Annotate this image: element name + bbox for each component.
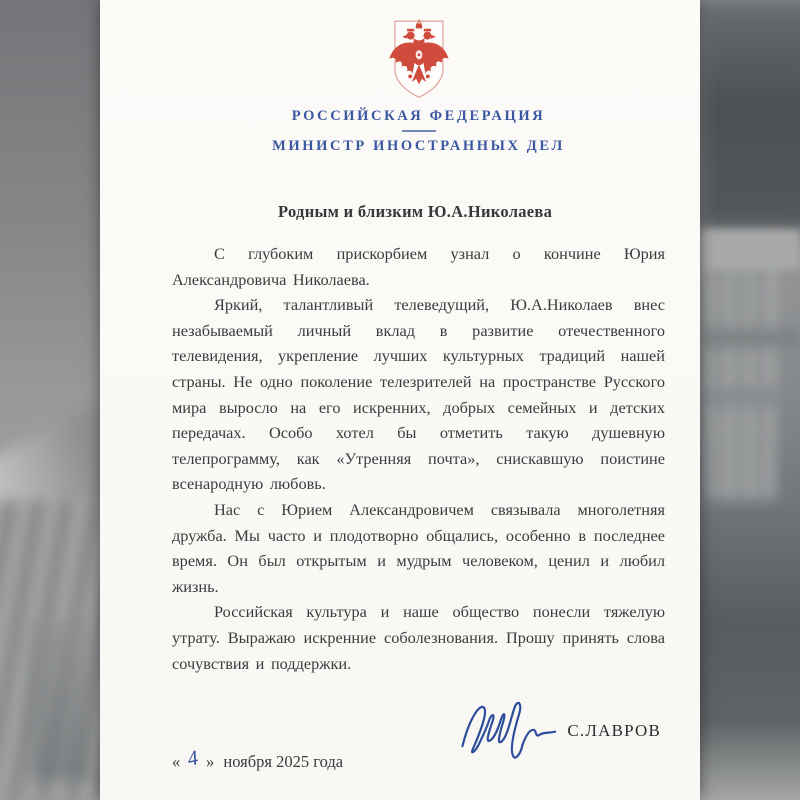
date-close-quote: » — [206, 752, 216, 771]
signatory-name: С.ЛАВРОВ — [567, 721, 661, 741]
date-line — [172, 745, 665, 773]
building-ledge-shape — [700, 390, 800, 404]
building-shadow-shape — [30, 620, 90, 780]
letterhead-title: МИНИСТР ИНОСТРАННЫХ ДЕЛ — [272, 138, 565, 154]
building-light-band-shape — [700, 230, 800, 270]
addressee-line: Родным и близким Ю.А.Николаева — [278, 202, 553, 221]
russian-coat-of-arms-icon — [376, 18, 462, 106]
building-dark-mass-shape — [700, 0, 800, 230]
background-photo-left — [0, 0, 100, 800]
letterhead-divider — [402, 130, 436, 132]
date-text: ноября 2025 года — [223, 752, 344, 771]
letter-page — [100, 0, 700, 800]
date-open-quote: « — [172, 752, 182, 771]
letter-content — [172, 18, 665, 764]
letter-body — [172, 241, 665, 676]
building-ledge-shape — [700, 330, 800, 346]
letterhead-country: РОССИЙСКАЯ ФЕДЕРАЦИЯ — [291, 108, 546, 124]
paragraph-3: Нас с Юрием Александровичем связывала многолетняя дружба. Мы часто и плодотворно общались, особенно в последнее время. Он был открытым и мудрым человеком, ценил и любил жизнь. — [172, 499, 665, 596]
background-photo-right — [700, 0, 800, 800]
paragraph-4: Российская культура и наше общество понесли тяжелую утрату. Выражаю искренние соболезнования. Прошу принять слова сочувствия и поддержки. — [172, 602, 665, 673]
date-day-handwritten: 4 — [185, 745, 201, 771]
paragraph-2: Яркий, талантливый телеведущий, Ю.А.Николаев внес незабываемый личный вклад в развитие отечественного телевидения, укрепление лучших культурных традиций нашей страны. Не одно поколение телезрителей на пространстве Русского мира выросло на его искренних, добрых семейных и детских передачах. Особо хотел бы отметить такую душевную телепрограмму, как «Утренняя почта», снискавшую поистине всенародную любовь. — [172, 295, 665, 494]
paragraph-1: С глубоким прискорбием узнал о кончине Юрия Александровича Николаева. — [172, 244, 665, 289]
